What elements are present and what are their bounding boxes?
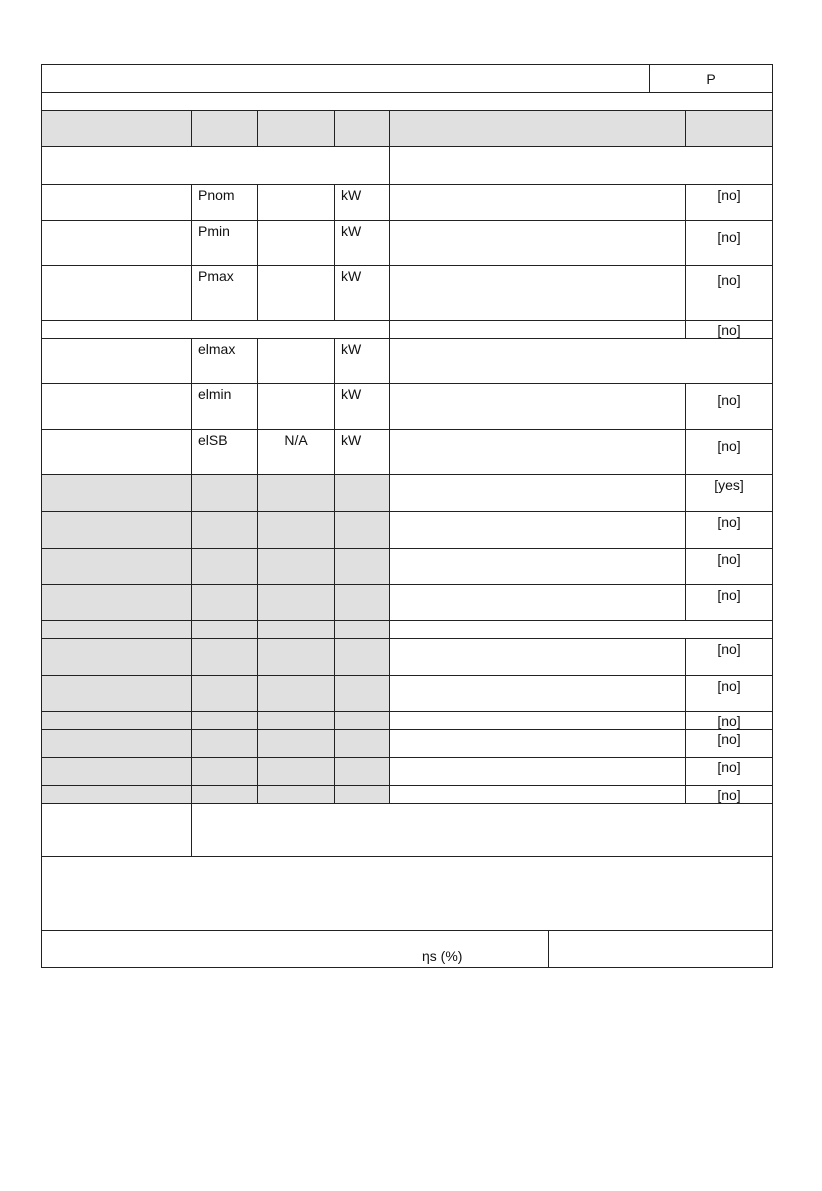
- product-info-table: [41, 64, 773, 968]
- code-text: P: [706, 71, 716, 87]
- row-value: [258, 339, 335, 383]
- row-symbol: elSB: [192, 430, 258, 474]
- row-unit: [335, 758, 390, 785]
- row-unit: [335, 475, 390, 511]
- row-label: [42, 475, 192, 511]
- row-label: [42, 730, 192, 757]
- row-unit: kW: [335, 185, 390, 220]
- row-symbol: elmax: [192, 339, 258, 383]
- row-label: [42, 639, 192, 675]
- row-symbol: [192, 585, 258, 620]
- row-unit: kW: [335, 430, 390, 474]
- row-value: [258, 758, 335, 785]
- code-cell: [650, 65, 772, 92]
- row-label-2: [390, 430, 686, 474]
- row-flag: [no]: [686, 786, 772, 803]
- row-value: [258, 639, 335, 675]
- row-label-2: [390, 512, 686, 548]
- table-row: [41, 730, 773, 758]
- row-symbol: [192, 730, 258, 757]
- row-label-2: [390, 758, 686, 785]
- row-symbol: [192, 639, 258, 675]
- table-row: [41, 266, 773, 321]
- row-flag: [no]: [686, 585, 772, 620]
- table-row: [41, 384, 773, 430]
- row-flag: [no]: [686, 730, 772, 757]
- row-value: [258, 621, 335, 638]
- table-row: [41, 712, 773, 730]
- row-flag: [no]: [686, 758, 772, 785]
- row-label-2: [390, 266, 686, 320]
- row-label-2: [390, 786, 686, 803]
- section-mid: [390, 321, 686, 338]
- row-symbol: Pnom: [192, 185, 258, 220]
- section-row-aux: [41, 321, 773, 339]
- row-flag: [no]: [686, 639, 772, 675]
- section-right: [390, 147, 772, 184]
- row-flag: [no]: [686, 712, 772, 729]
- row-flag: [no]: [717, 229, 741, 245]
- column-header-row: [41, 111, 773, 147]
- table-row: [41, 430, 773, 475]
- row-symbol: Pmax: [192, 266, 258, 320]
- row-value: [258, 585, 335, 620]
- row-symbol: [192, 512, 258, 548]
- row-unit: kW: [335, 266, 390, 320]
- table-row: [41, 549, 773, 585]
- row-value: [258, 475, 335, 511]
- efficiency-row: [41, 931, 773, 968]
- row-flag: [no]: [686, 549, 772, 584]
- header-unit: [335, 111, 390, 146]
- row-value: N/A: [258, 430, 335, 474]
- row-value: [258, 786, 335, 803]
- subtitle-cell: [42, 93, 772, 110]
- row-flag: [no]: [717, 392, 741, 408]
- row-unit: [335, 512, 390, 548]
- row-label: [42, 266, 192, 320]
- row-unit: [335, 639, 390, 675]
- row-flag: [no]: [686, 676, 772, 711]
- subtitle-row: [41, 93, 773, 111]
- efficiency-label-cell: [42, 931, 549, 967]
- row-symbol: [192, 475, 258, 511]
- row-symbol: [192, 676, 258, 711]
- row-value: [258, 512, 335, 548]
- row-label-2: [390, 221, 686, 265]
- header-item-2: [390, 111, 686, 146]
- table-row: [41, 339, 773, 384]
- row-label: [42, 621, 192, 638]
- section-left: [42, 321, 390, 338]
- row-flag: [yes]: [686, 475, 772, 511]
- table-row: [41, 639, 773, 676]
- row-label: [42, 185, 192, 220]
- row-flag: [no]: [717, 187, 741, 203]
- row-symbol: [192, 758, 258, 785]
- row-unit: kW: [335, 221, 390, 265]
- row-label-2: [390, 339, 772, 383]
- row-symbol: [192, 621, 258, 638]
- efficiency-label: ηs (%): [422, 948, 463, 964]
- row-symbol: Pmin: [192, 221, 258, 265]
- row-unit: [335, 730, 390, 757]
- row-label-2: [390, 730, 686, 757]
- row-flag: [no]: [717, 272, 741, 288]
- row-label: [42, 676, 192, 711]
- table-row: [41, 786, 773, 804]
- row-label: [42, 384, 192, 429]
- section-row-output: [41, 147, 773, 185]
- row-flag: [no]: [717, 322, 741, 338]
- row-label: [42, 430, 192, 474]
- row-value: [258, 384, 335, 429]
- row-unit: kW: [335, 339, 390, 383]
- row-unit: [335, 585, 390, 620]
- table-row: [41, 758, 773, 786]
- notes-cell: [42, 857, 772, 930]
- row-label: [42, 221, 192, 265]
- row-label-2: [390, 185, 686, 220]
- notes-row: [41, 857, 773, 931]
- row-label-2: [390, 712, 686, 729]
- row-value: [258, 185, 335, 220]
- row-symbol: elmin: [192, 384, 258, 429]
- row-label: [42, 758, 192, 785]
- title-row: [41, 64, 773, 93]
- table-row: [41, 512, 773, 549]
- header-item: [42, 111, 192, 146]
- header-value: [258, 111, 335, 146]
- header-flag: [686, 111, 772, 146]
- row-unit: [335, 549, 390, 584]
- row-label-2: [390, 585, 686, 620]
- row-label: [42, 512, 192, 548]
- table-row: [41, 185, 773, 221]
- row-value: [258, 549, 335, 584]
- table-row: [41, 676, 773, 712]
- row-label: [42, 585, 192, 620]
- row-unit: [335, 712, 390, 729]
- row-value: [258, 221, 335, 265]
- efficiency-value-cell: [549, 931, 772, 967]
- row-label-2: [390, 549, 686, 584]
- row-flag: [no]: [717, 438, 741, 454]
- contact-label: [42, 804, 192, 856]
- section-left: [42, 147, 390, 184]
- row-label-2: [390, 676, 686, 711]
- row-label: [42, 712, 192, 729]
- row-label: [42, 549, 192, 584]
- contact-details: [192, 804, 772, 856]
- table-row: [41, 585, 773, 621]
- row-symbol: [192, 549, 258, 584]
- row-unit: [335, 621, 390, 638]
- contact-row: [41, 804, 773, 857]
- table-row: [41, 621, 773, 639]
- row-symbol: [192, 712, 258, 729]
- table-row: [41, 221, 773, 266]
- row-label-2: [390, 639, 686, 675]
- title-cell: [42, 65, 650, 92]
- row-symbol: [192, 786, 258, 803]
- row-label: [42, 339, 192, 383]
- row-label-2: [390, 621, 772, 638]
- row-label-2: [390, 384, 686, 429]
- row-label: [42, 786, 192, 803]
- row-flag: [no]: [686, 512, 772, 548]
- row-label-2: [390, 475, 686, 511]
- header-symbol: [192, 111, 258, 146]
- row-unit: kW: [335, 384, 390, 429]
- row-value: [258, 712, 335, 729]
- row-value: [258, 676, 335, 711]
- row-value: [258, 266, 335, 320]
- table-row: [41, 475, 773, 512]
- row-unit: [335, 786, 390, 803]
- row-unit: [335, 676, 390, 711]
- row-value: [258, 730, 335, 757]
